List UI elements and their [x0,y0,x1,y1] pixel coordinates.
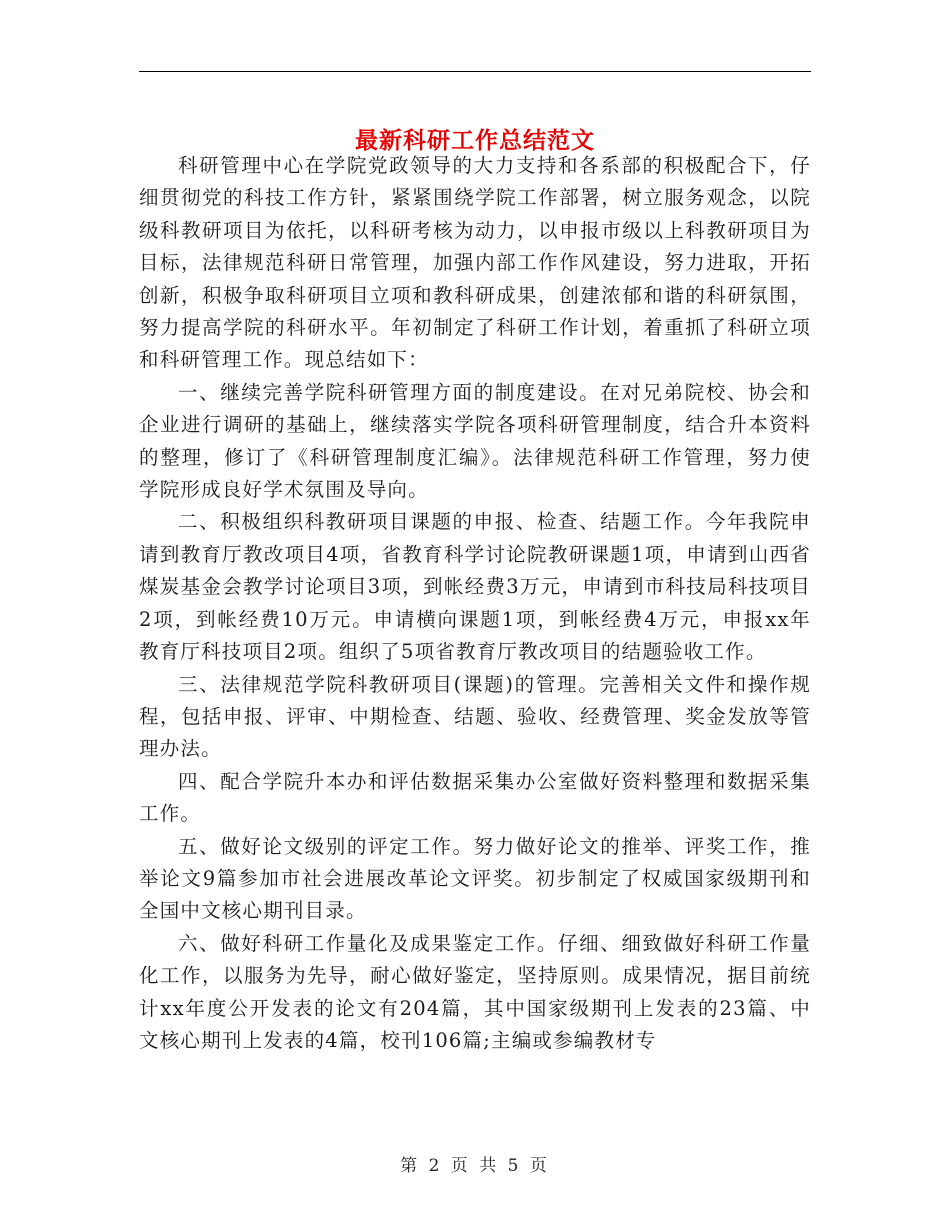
document-title: 最新科研工作总结范文 [355,127,595,155]
document-body [139,150,811,1057]
paragraph-item-3: 三、法律规范学院科教研项目(课题)的管理。完善相关文件和操作规程，包括申报、评审、中期检查、结题、验收、经费管理、奖金发放等管理办法。 [139,672,811,761]
paragraph-item-1: 一、继续完善学院科研管理方面的制度建设。在对兄弟院校、协会和企业进行调研的基础上，继续落实学院各项科研管理制度，结合升本资料的整理，修订了《科研管理制度汇编》。法律规范科研工作管理，努力使学院形成良好学术氛围及导向。 [139,380,811,502]
header-rule [139,71,811,72]
paragraph-item-6: 六、做好科研工作量化及成果鉴定工作。仔细、细致做好科研工作量化工作，以服务为先导，耐心做好鉴定，坚持原则。成果情况，据目前统计xx年度公开发表的论文有204篇，其中国家级期刊上发表的23篇、中文核心期刊上发表的4篇，校刊106篇;主编或参编教材专 [139,931,811,1052]
paragraph-item-4: 四、配合学院升本办和评估数据采集办公室做好资料整理和数据采集工作。 [139,769,811,826]
paragraph-intro: 科研管理中心在学院党政领导的大力支持和各系部的积极配合下，仔细贯彻党的科技工作方针，紧紧围绕学院工作部署，树立服务观念，以院级科教研项目为依托，以科研考核为动力，以申报市级以上科教研项目为目标，法律规范科研日常管理，加强内部工作作风建设，努力进取，开拓创新，积极争取科研项目立项和教科研成果，创建浓郁和谐的科研氛围，努力提高学院的科研水平。年初制定了科研工作计划，着重抓了科研立项和科研管理工作。现总结如下： [139,154,811,372]
paragraph-item-5: 五、做好论文级别的评定工作。努力做好论文的推举、评奖工作，推举论文9篇参加市社会进展改革论文评奖。初步制定了权威国家级期刊和全国中文核心期刊目录。 [139,834,811,923]
page-number-footer: 第 2 页 共 5 页 [400,1156,550,1176]
paragraph-item-2: 二、积极组织科教研项目课题的申报、检查、结题工作。今年我院申请到教育厅教改项目4项，省教育科学讨论院教研课题1项，申请到山西省煤炭基金会教学讨论项目3项，到帐经费3万元，申请到市科技局科技项目2项，到帐经费10万元。申请横向课题1项，到帐经费4万元，申报xx年教育厅科技项目2项。组织了5项省教育厅教改项目的结题验收工作。 [139,510,811,664]
